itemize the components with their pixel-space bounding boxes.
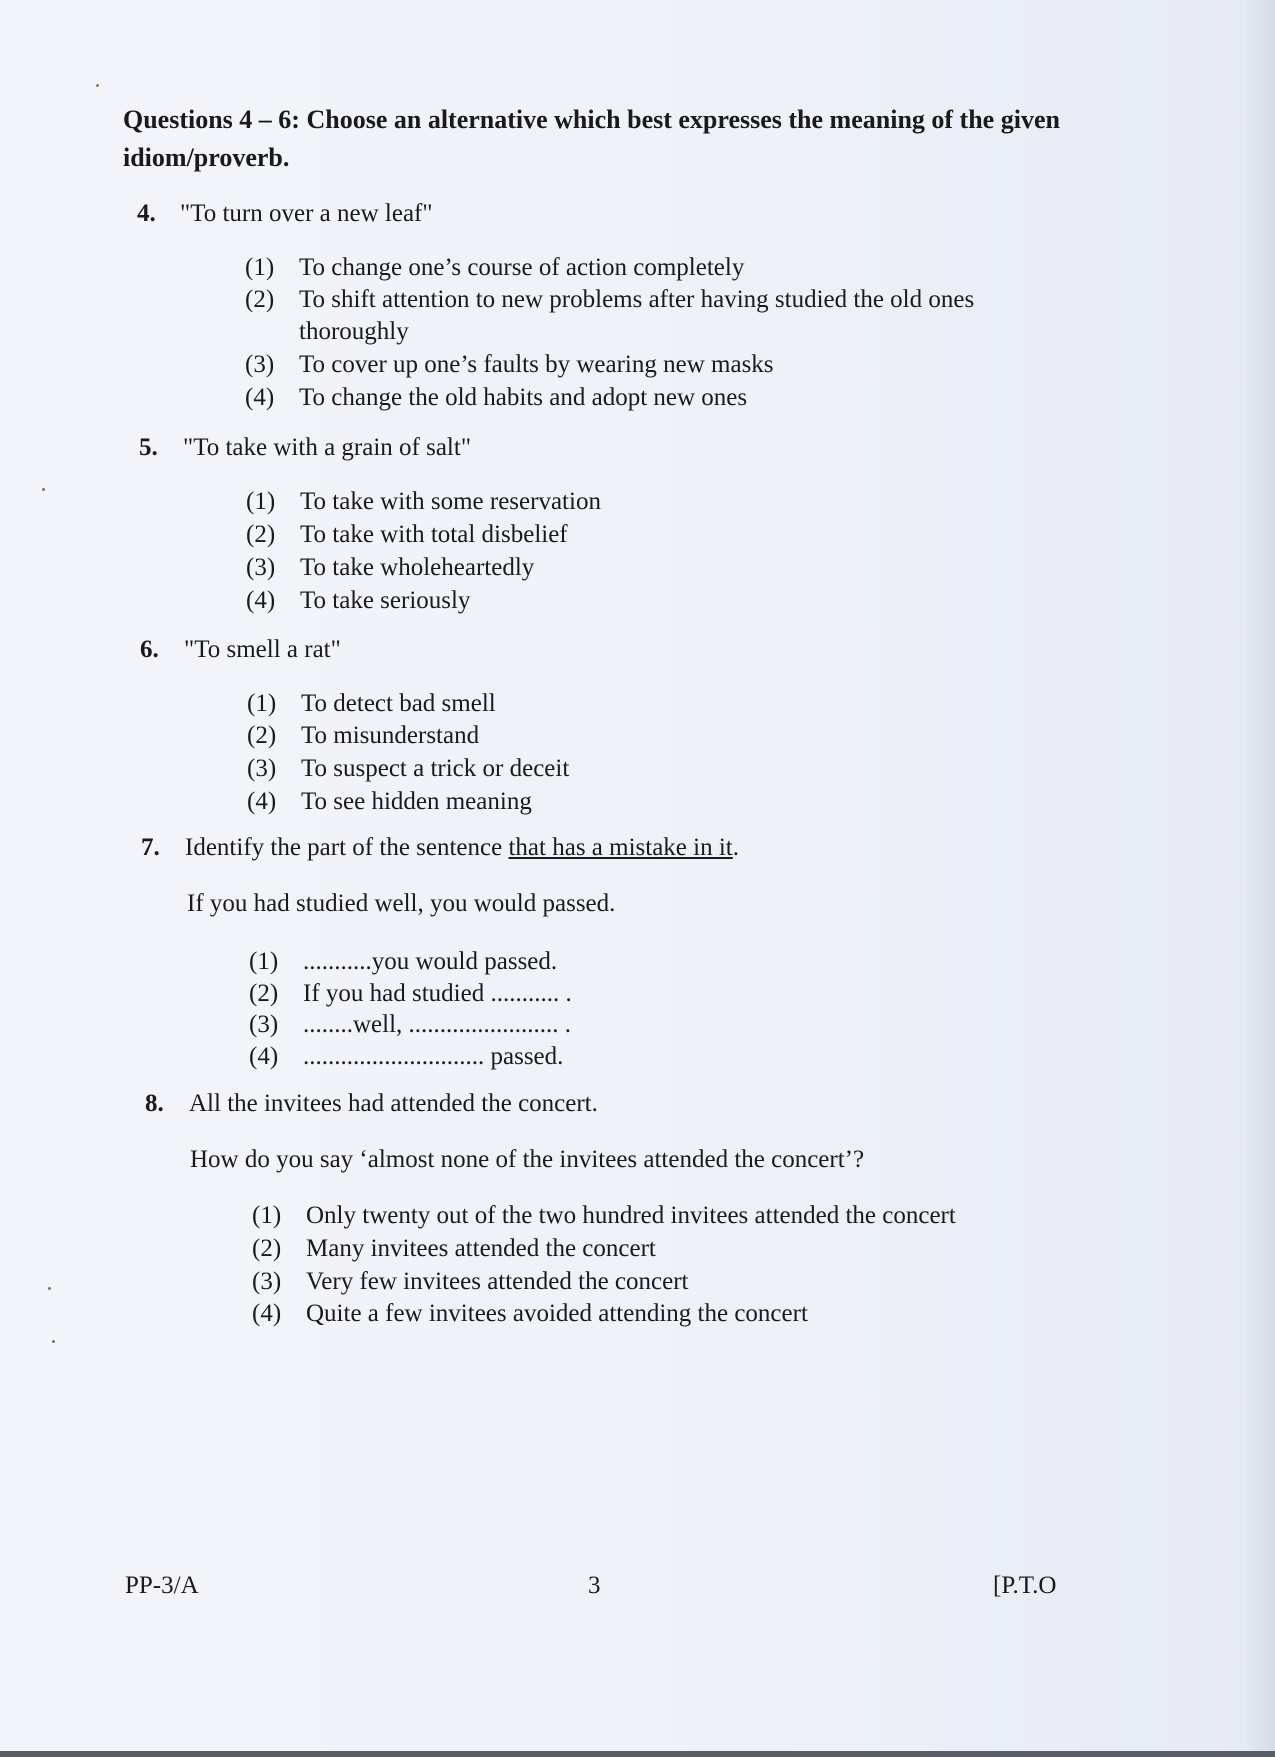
please-turn-over: [P.T.O: [993, 1572, 1057, 1599]
option-number: (4): [245, 384, 275, 411]
option-number: (3): [247, 755, 277, 782]
option-text: To take with total disbelief: [300, 521, 568, 548]
speck: [96, 84, 99, 87]
option-number: (1): [252, 1202, 282, 1229]
question-number: 5.: [139, 434, 158, 461]
option-text: Many invitees attended the concert: [306, 1235, 656, 1262]
option-text: To change one’s course of action completely: [299, 254, 745, 281]
option-text: If you had studied ........... .: [303, 980, 572, 1007]
prompt-text: Identify the part of the sentence: [185, 834, 509, 861]
option-number: (1): [246, 488, 276, 515]
option-text: To change the old habits and adopt new ones: [299, 384, 748, 411]
question-prompt: "To take with a grain of salt": [183, 434, 472, 461]
question-sentence: How do you say ‘almost none of the invitees attended the concert’?: [190, 1146, 865, 1173]
question-number: 4.: [137, 200, 156, 227]
option-text: ............................. passed.: [303, 1043, 564, 1070]
option-number: (2): [252, 1235, 282, 1262]
page-bottom-edge: [0, 1751, 1275, 1757]
question-number: 8.: [145, 1090, 164, 1117]
section-heading: Questions 4 – 6: Choose an alternative which best expresses the meaning of the given idiom/proverb.: [123, 105, 1060, 172]
option-number: (4): [252, 1300, 282, 1327]
option-text: Very few invitees attended the concert: [306, 1268, 689, 1295]
option-number: (2): [246, 521, 276, 548]
option-number: (4): [249, 1043, 279, 1070]
option-number: (3): [249, 1011, 279, 1038]
option-text: thoroughly: [299, 318, 409, 345]
question-number: 6.: [140, 636, 159, 663]
option-number: (3): [252, 1268, 282, 1295]
option-text: To misunderstand: [301, 722, 480, 749]
option-number: (2): [247, 722, 277, 749]
option-number: (1): [249, 948, 279, 975]
option-number: (3): [245, 351, 275, 378]
question-prompt: "To turn over a new leaf": [180, 200, 433, 227]
option-number: (1): [247, 690, 277, 717]
option-number: (1): [245, 254, 275, 281]
prompt-end: .: [732, 834, 739, 861]
option-number: (2): [245, 286, 275, 313]
option-text: To see hidden meaning: [301, 788, 532, 815]
question-number: 7.: [141, 834, 160, 861]
speck: [48, 1287, 51, 1290]
question-prompt: All the invitees had attended the concert.: [189, 1090, 598, 1117]
option-text: To take seriously: [300, 587, 471, 614]
speck: [42, 488, 45, 491]
option-text: To take wholeheartedly: [300, 554, 535, 581]
option-number: (4): [246, 587, 276, 614]
page-number: 3: [588, 1572, 601, 1599]
option-text: Only twenty out of the two hundred invitees attended the concert: [306, 1202, 956, 1229]
prompt-underlined: that has a mistake in it: [508, 834, 733, 861]
option-text: ...........you would passed.: [303, 948, 558, 975]
option-text: To take with some reservation: [300, 488, 601, 515]
question-sentence: If you had studied well, you would passed.: [187, 890, 616, 917]
option-number: (2): [249, 980, 279, 1007]
option-text: ........well, ........................ .: [303, 1011, 572, 1038]
option-text: To detect bad smell: [301, 690, 496, 717]
option-text: To suspect a trick or deceit: [301, 755, 570, 782]
question-prompt: "To smell a rat": [184, 636, 341, 663]
question-prompt: [185, 833, 739, 863]
option-text: Quite a few invitees avoided attending the concert: [306, 1300, 808, 1327]
page-edge-shadow: [1247, 0, 1275, 1757]
option-text: To cover up one’s faults by wearing new masks: [299, 351, 774, 378]
speck: [52, 1340, 55, 1343]
option-text: To shift attention to new problems after having studied the old ones: [299, 286, 975, 313]
option-number: (3): [246, 554, 276, 581]
option-number: (4): [247, 788, 277, 815]
paper-code: PP-3/A: [125, 1572, 199, 1599]
